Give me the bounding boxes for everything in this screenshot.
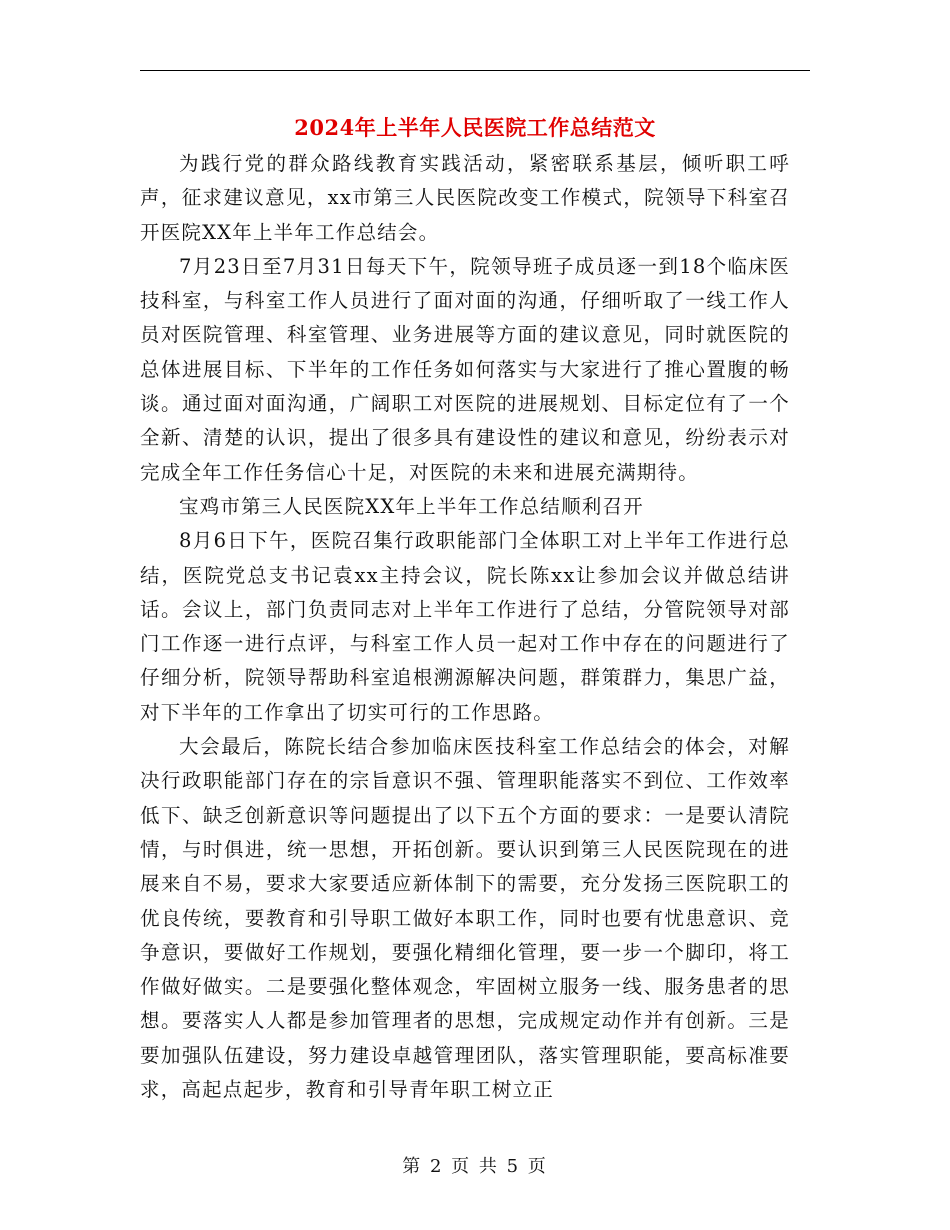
document-title: 2024年上半年人民医院工作总结范文 [294,115,656,140]
paragraph-4: 8月6日下午，医院召集行政职能部门全体职工对上半年工作进行总结，医院党总支书记袁xx主持会议，院长陈xx让参加会议并做总结讲话。会议上，部门负责同志对上半年工作进行了总结，分管院领导对部门工作逐一进行点评，与科室工作人员一起对工作中存在的问题进行了仔细分析，院领导帮助科室追根溯源解决问题，群策群力，集思广益，对下半年的工作拿出了切实可行的工作思路。 [140,529,790,724]
page-number: 第 2 页 共 5 页 [402,1156,548,1177]
paragraph-1: 为践行党的群众路线教育实践活动，紧密联系基层，倾听职工呼声，征求建议意见，xx市第三人民医院改变工作模式，院领导下科室召开医院XX年上半年工作总结会。 [140,152,790,244]
document-body [140,147,790,1107]
paragraph-3-heading: 宝鸡市第三人民医院XX年上半年工作总结顺利召开 [179,494,644,518]
paragraph-2: 7月23日至7月31日每天下午，院领导班子成员逐一到18个临床医技科室，与科室工作人员进行了面对面的沟通，仔细听取了一线工作人员对医院管理、科室管理、业务进展等方面的建议意见，同时就医院的总体进展目标、下半年的工作任务如何落实与大家进行了推心置腹的畅谈。通过面对面沟通，广阔职工对医院的进展规划、目标定位有了一个全新、清楚的认识，提出了很多具有建设性的建议和意见，纷纷表示对完成全年工作任务信心十足，对医院的未来和进展充满期待。 [140,254,790,484]
paragraph-5: 大会最后，陈院长结合参加临床医技科室工作总结会的体会，对解决行政职能部门存在的宗旨意识不强、管理职能落实不到位、工作效率低下、缺乏创新意识等问题提出了以下五个方面的要求：一是要认清院情，与时俱进，统一思想，开拓创新。要认识到第三人民医院现在的进展来自不易，要求大家要适应新体制下的需要，充分发扬三医院职工的优良传统，要教育和引导职工做好本职工作，同时也要有忧患意识、竞争意识，要做好工作规划，要强化精细化管理，要一步一个脚印，将工作做好做实。二是要强化整体观念，牢固树立服务一线、服务患者的思想。要落实人人都是参加管理者的思想，完成规定动作并有创新。三是要加强队伍建设，努力建设卓越管理团队，落实管理职能，要高标准要求，高起点起步，教育和引导青年职工树立正 [140,735,790,1102]
header-rule [140,70,810,71]
